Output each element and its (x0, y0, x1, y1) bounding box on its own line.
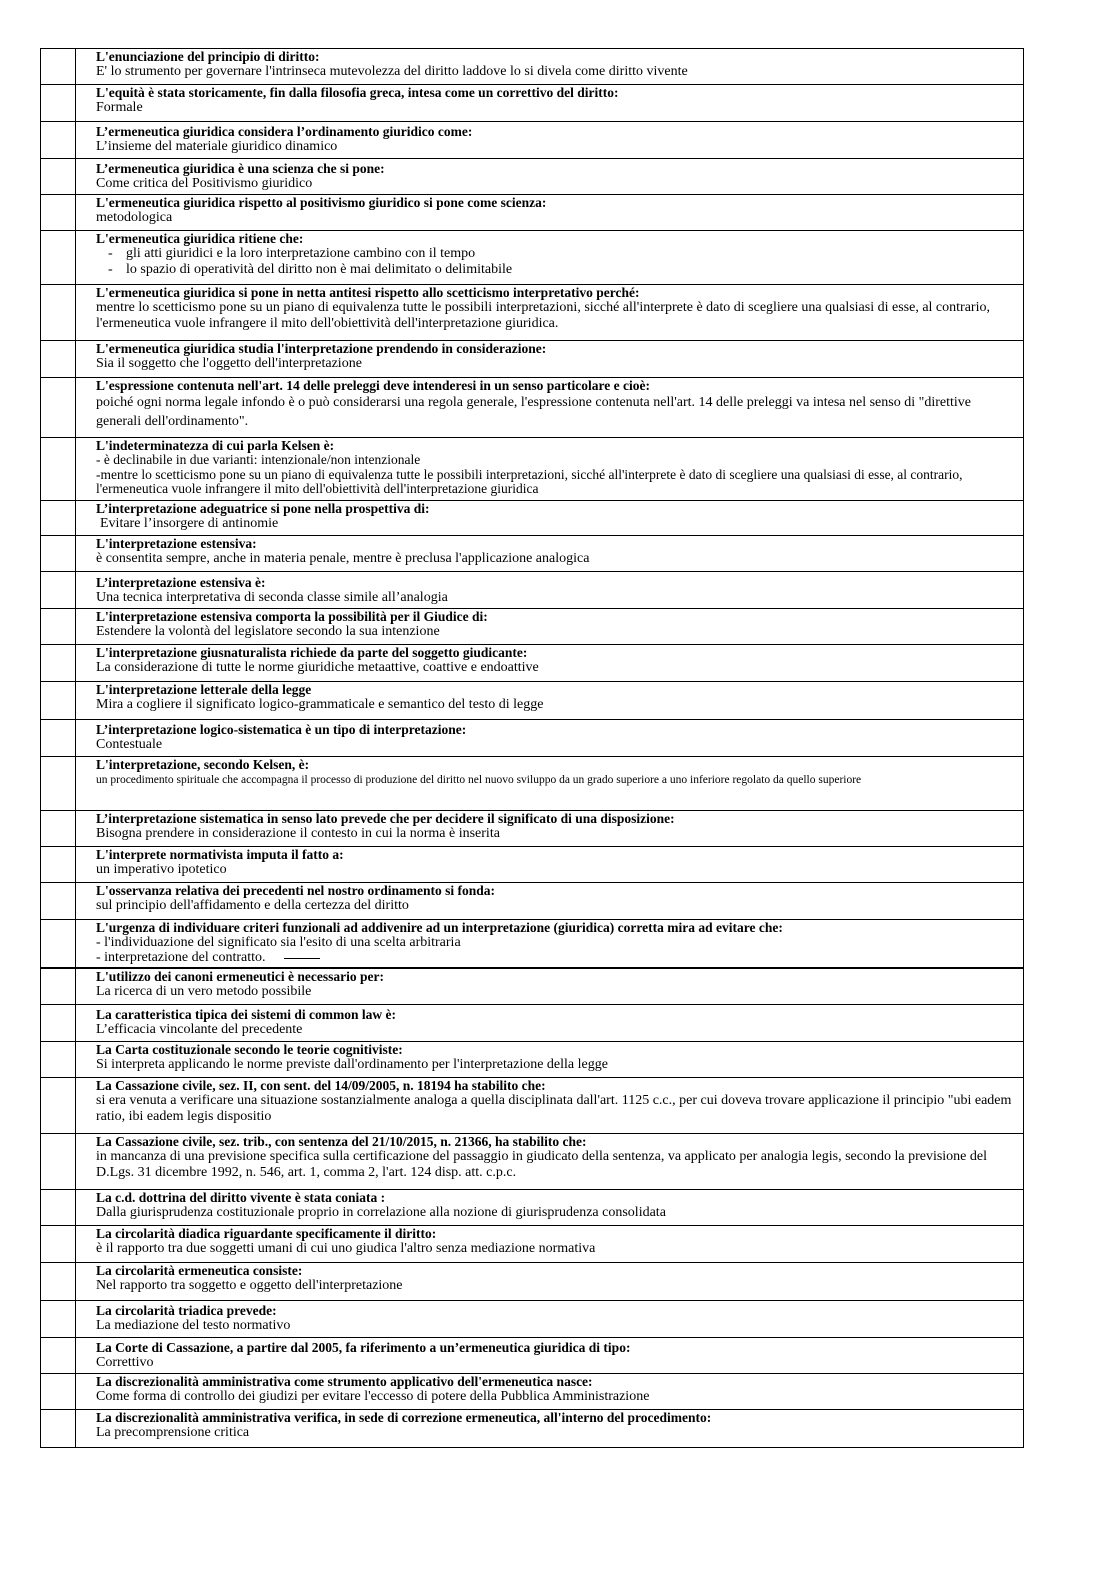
question: L'interprete normativista imputa il fatto a: (96, 847, 344, 862)
answer: mentre lo scetticismo pone su un piano di equivalenza tutte le possibili interpretazioni, sicché all'interprete è dato di scegliere una qualsiasi di esse, al contrario, l'ermeneutica vuole infrangere il mito dell'obiettività dell'interpretazione giuridica. (96, 300, 990, 331)
answer-item: gli atti giuridici e la loro interpretazione cambino con il tempo (126, 246, 476, 261)
question: L'osservanza relativa dei precedenti nel nostro ordinamento si fonda: (96, 883, 495, 898)
question: L’interpretazione sistematica in senso lato prevede che per decidere il significato di una disposizione: (96, 811, 675, 826)
answer: Evitare l’insorgere di antinomie (100, 516, 279, 531)
question: L'ermeneutica giuridica studia l'interpretazione prendendo in considerazione: (96, 341, 547, 356)
table-row (41, 1004, 1024, 1041)
question: L’ermeneutica giuridica considera l’ordinamento giuridico come: (96, 124, 473, 139)
question: L'indeterminatezza di cui parla Kelsen è: (96, 438, 335, 453)
table-row: L'urgenza di individuare criteri funzionali ad addivenire ad un interpretazione (giuridica) corretta mira ad evitare che: - l'individuazione del significato sia l'esito di una scelta arbitraria - interpretazione del contratto. (41, 920, 1024, 969)
answer: La mediazione del testo normativo (96, 1317, 291, 1333)
answer: Mira a cogliere il significato logico-grammaticale e semantico del testo di legge (96, 697, 544, 712)
table-row (41, 1300, 1024, 1337)
table-row (41, 1337, 1024, 1373)
question: L’interpretazione adeguatrice si pone nella prospettiva di: (96, 501, 430, 516)
question: L'ermeneutica giuridica rispetto al positivismo giuridico si pone come scienza: (96, 195, 547, 210)
question: La caratteristica tipica dei sistemi di common law è: (96, 1006, 396, 1022)
table-row (41, 883, 1024, 920)
answer: La considerazione di tutte le norme giuridiche metaattive, coattive e endoattive (96, 660, 539, 675)
table-row (41, 811, 1024, 847)
question: L'ermeneutica giuridica ritiene che: (96, 231, 304, 246)
question: La Cassazione civile, sez. II, con sent. del 14/09/2005, n. 18194 ha stabilito che: (96, 1077, 546, 1093)
question: La Carta costituzionale secondo le teorie cognitiviste: (96, 1041, 403, 1057)
quiz-table (40, 48, 1024, 1448)
question: L'interpretazione letterale della legge (96, 682, 312, 697)
answer: Dalla giurisprudenza costituzionale proprio in correlazione alla nozione di giurisprudenza consolidata (96, 1204, 666, 1220)
table-row (41, 572, 1024, 609)
table-row (41, 847, 1024, 883)
answer: si era venuta a verificare una situazione sostanzialmente analoga a quella disciplinata dall'art. 1125 c.c., per cui doveva trovare applicazione il principio "ubi eadem ratio, ibi eadem legis dispositio (96, 1092, 1012, 1124)
table-row (41, 1262, 1024, 1300)
question: La circolarità triadica prevede: (96, 1302, 277, 1318)
answer: Una tecnica interpretativa di seconda classe simile all’analogia (96, 590, 448, 605)
table-row (41, 122, 1024, 159)
question: L’ermeneutica giuridica è una scienza che si pone: (96, 161, 385, 176)
table-row (41, 1041, 1024, 1077)
answer: Sia il soggetto che l'oggetto dell'interpretazione (96, 356, 362, 371)
answer-item: interpretazione del contratto. (104, 950, 266, 965)
table-row (41, 195, 1024, 231)
question: L'urgenza di individuare criteri funzionali ad addivenire ad un interpretazione (giuridica) corretta mira ad evitare che: (96, 920, 783, 935)
question: La circolarità diadica riguardante specificamente il diritto: (96, 1225, 437, 1241)
question: L'interpretazione, secondo Kelsen, è: (96, 757, 310, 772)
question: L'interpretazione estensiva: (96, 536, 257, 551)
table-row (41, 49, 1024, 85)
answer: in mancanza di una previsione specifica sulla certificazione del passaggio in giudicato della sentenza, va applicato per analogia legis, secondo la previsione del D.Lgs. 31 dicembre 1992, n. 546, art. 1, comma 2, l'art. 124 disp. att. c.p.c. (96, 1148, 987, 1180)
table-row (41, 1373, 1024, 1409)
table-row (41, 536, 1024, 572)
answer: Correttivo (96, 1354, 154, 1370)
answer-item: l'individuazione del significato sia l'esito di una scelta arbitraria (104, 935, 461, 950)
answer: un imperativo ipotetico (96, 862, 227, 877)
answer: metodologica (96, 210, 173, 225)
question: L'enunciazione del principio di diritto: (96, 49, 320, 64)
table-row (41, 341, 1024, 378)
question: La circolarità ermeneutica consiste: (96, 1262, 303, 1278)
table-row (41, 720, 1024, 757)
question: L'ermeneutica giuridica si pone in netta antitesi rispetto allo scetticismo interpretativo perché: (96, 285, 640, 300)
handwritten-mark (284, 957, 320, 959)
table-row (41, 1133, 1024, 1189)
table-row (41, 757, 1024, 811)
table-row (41, 285, 1024, 341)
answer: un procedimento spirituale che accompagna il processo di produzione del diritto nel nuovo sviluppo da un grado superiore a uno inferiore regolato da quello superiore (96, 774, 862, 786)
question: L'interpretazione estensiva comporta la possibilità per il Giudice di: (96, 609, 488, 624)
question: L'espressione contenuta nell'art. 14 delle preleggi deve intenderesi in un senso particolare e cioè: (96, 378, 650, 393)
question: La discrezionalità amministrativa verifica, in sede di correzione ermeneutica, all'interno del procedimento: (96, 1409, 712, 1425)
answer: L’insieme del materiale giuridico dinamico (96, 139, 338, 154)
answer-item: mentre lo scetticismo pone su un piano di equivalenza tutte le possibili interpretazioni, sicché all'interprete è dato di scegliere una qualsiasi di esse, al contrario, l'ermeneutica vuole infrangere il mito dell'obiettività dell'interpretazione giuridica (96, 466, 963, 496)
question: La Cassazione civile, sez. trib., con sentenza del 21/10/2015, n. 21366, ha stabilito che: (96, 1133, 587, 1149)
answer: Si interpreta applicando le norme previste dall'ordinamento per l'interpretazione della legge (96, 1056, 608, 1072)
answer: E' lo strumento per governare l'intrinseca mutevolezza del diritto laddove lo si divela come diritto vivente (96, 64, 688, 79)
table-row (41, 968, 1024, 1004)
answer: Bisogna prendere in considerazione il contesto in cui la norma è inserita (96, 826, 500, 841)
question: L'utilizzo dei canoni ermeneutici è necessario per: (96, 969, 384, 984)
answer: La ricerca di un vero metodo possibile (96, 984, 312, 999)
answer: L’efficacia vincolante del precedente (96, 1021, 303, 1037)
table-row (41, 682, 1024, 720)
table-row (41, 1189, 1024, 1225)
question: L'equità è stata storicamente, fin dalla filosofia greca, intesa come un correttivo del diritto: (96, 85, 619, 100)
question: La c.d. dottrina del diritto vivente è stata coniata : (96, 1189, 386, 1205)
answer: La precomprensione critica (96, 1424, 250, 1440)
answer: è consentita sempre, anche in materia penale, mentre è preclusa l'applicazione analogica (96, 551, 590, 566)
question: L'interpretazione giusnaturalista richiede da parte del soggetto giudicante: (96, 645, 528, 660)
table-row (41, 85, 1024, 122)
table-row (41, 501, 1024, 536)
table-row (41, 1409, 1024, 1447)
table-row (41, 645, 1024, 682)
answer: Come critica del Positivismo giuridico (96, 176, 313, 191)
table-row (41, 1077, 1024, 1133)
answer: sul principio dell'affidamento e della certezza del diritto (96, 898, 409, 913)
table-row: L'ermeneutica giuridica ritiene che: - gli atti giuridici e la loro interpretazione cambino con il tempo - lo spazio di operatività del diritto non è mai delimitato o delimitabile (41, 231, 1024, 285)
answer: Come forma di controllo dei giudizi per evitare l'eccesso di potere della Pubblica Amministrazione (96, 1388, 650, 1404)
answer: Contestuale (96, 737, 163, 752)
question: L’interpretazione logico-sistematica è un tipo di interpretazione: (96, 722, 467, 737)
answer: Formale (96, 100, 143, 115)
answer: Nel rapporto tra soggetto e oggetto dell'interpretazione (96, 1277, 403, 1293)
table-row (41, 1225, 1024, 1262)
question: La Corte di Cassazione, a partire dal 2005, fa riferimento a un’ermeneutica giuridica di tipo: (96, 1339, 631, 1355)
answer: poiché ogni norma legale infondo è o può considerarsi una regola generale, l'espressione contenuta nell'art. 14 delle preleggi va intesa nel senso di "direttive generali dell'ordinamento". (96, 395, 971, 429)
answer-item: è declinabile in due varianti: intenzionale/non intenzionale (103, 452, 421, 467)
answer-item: lo spazio di operatività del diritto non è mai delimitato o delimitabile (126, 262, 513, 277)
table-row (41, 378, 1024, 438)
question: La discrezionalità amministrativa come strumento applicativo dell'ermeneutica nasce: (96, 1373, 593, 1389)
question: L’interpretazione estensiva è: (96, 575, 266, 590)
table-row (41, 159, 1024, 195)
answer: Estendere la volontà del legislatore secondo la sua intenzione (96, 624, 440, 639)
answer: è il rapporto tra due soggetti umani di cui uno giudica l'altro senza mediazione normativa (96, 1240, 596, 1256)
table-row (41, 609, 1024, 645)
table-row: L'indeterminatezza di cui parla Kelsen è: - è declinabile in due varianti: intenzionale/non intenzionale -mentre lo scetticismo pone su un piano di equivalenza tutte le possibili interpretazioni, sicché all'interprete è dato di scegliere una qualsiasi di esse, al contrario, l'ermeneutica vuole infrangere il mito dell'obiettività dell'interpretazione giuridica (41, 438, 1024, 501)
